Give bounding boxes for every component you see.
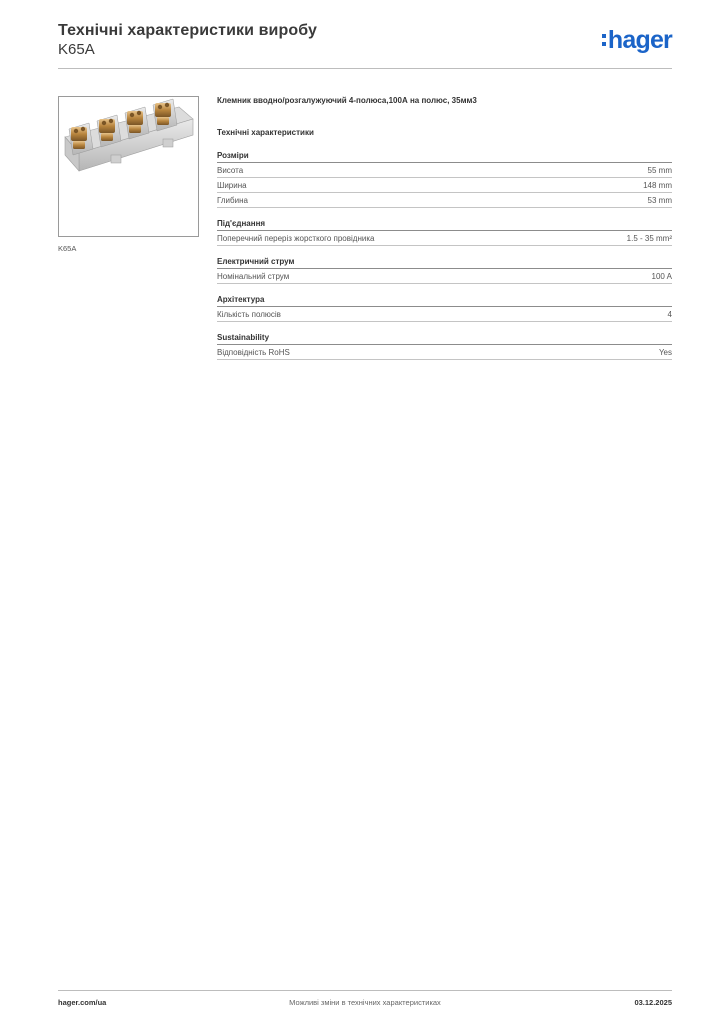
spec-group-connection — [217, 218, 672, 246]
footer-divider — [58, 990, 672, 991]
spec-label: Ширина — [217, 180, 247, 190]
spec-row — [217, 231, 672, 246]
group-title: Архітектура — [217, 294, 672, 307]
spec-value: 55 mm — [647, 165, 672, 175]
footer-notice: Можливі зміни в технічних характеристиках — [289, 998, 441, 1007]
page-title: Технічні характеристики виробу — [58, 22, 317, 39]
spec-label: Номінальний струм — [217, 271, 290, 281]
website-link[interactable]: hager.com/ua — [58, 998, 107, 1007]
terminal-block-picture — [59, 97, 198, 236]
spec-value: 53 mm — [647, 195, 672, 205]
spec-label: Відповідність RoHS — [217, 347, 290, 357]
spec-value: 100 A — [651, 271, 672, 281]
logo-text: hager — [607, 25, 672, 54]
spec-group-current — [217, 256, 672, 284]
product-code: K65A — [58, 41, 95, 58]
spec-row — [217, 345, 672, 360]
spec-row — [217, 163, 672, 178]
spec-row — [217, 307, 672, 322]
spec-row — [217, 269, 672, 284]
product-description: Клемник вводно/розгалужуючий 4-полюса,100А на полюс, 35мм3 — [217, 96, 477, 105]
group-title: Під'єднання — [217, 218, 672, 231]
group-title: Електричний струм — [217, 256, 672, 269]
group-title: Sustainability — [217, 332, 672, 345]
group-title: Розміри — [217, 150, 672, 163]
footer-date: 03.12.2025 — [634, 998, 672, 1007]
page-header — [58, 20, 672, 68]
spec-label: Глибина — [217, 195, 248, 205]
spec-group-dimensions — [217, 150, 672, 208]
specifications-panel — [217, 96, 672, 370]
spec-value: 148 mm — [643, 180, 672, 190]
spec-value: Yes — [658, 347, 672, 357]
spec-row — [217, 178, 672, 193]
spec-value: 4 — [667, 309, 672, 319]
logo-dots-icon — [602, 32, 606, 48]
image-caption: K65A — [58, 244, 77, 253]
spec-group-sustainability — [217, 332, 672, 360]
spec-row — [217, 193, 672, 208]
spec-value: 1.5 - 35 mm² — [626, 233, 672, 243]
spec-label: Висота — [217, 165, 244, 175]
header-divider — [58, 68, 672, 69]
spec-group-architecture — [217, 294, 672, 322]
product-image — [58, 96, 199, 237]
hager-logo — [602, 26, 672, 54]
spec-label: Кількість полюсів — [217, 309, 281, 319]
section-heading: Технічні характеристики — [217, 128, 314, 137]
page-footer — [58, 998, 672, 1010]
spec-label: Поперечний переріз жорсткого провідника — [217, 233, 375, 243]
